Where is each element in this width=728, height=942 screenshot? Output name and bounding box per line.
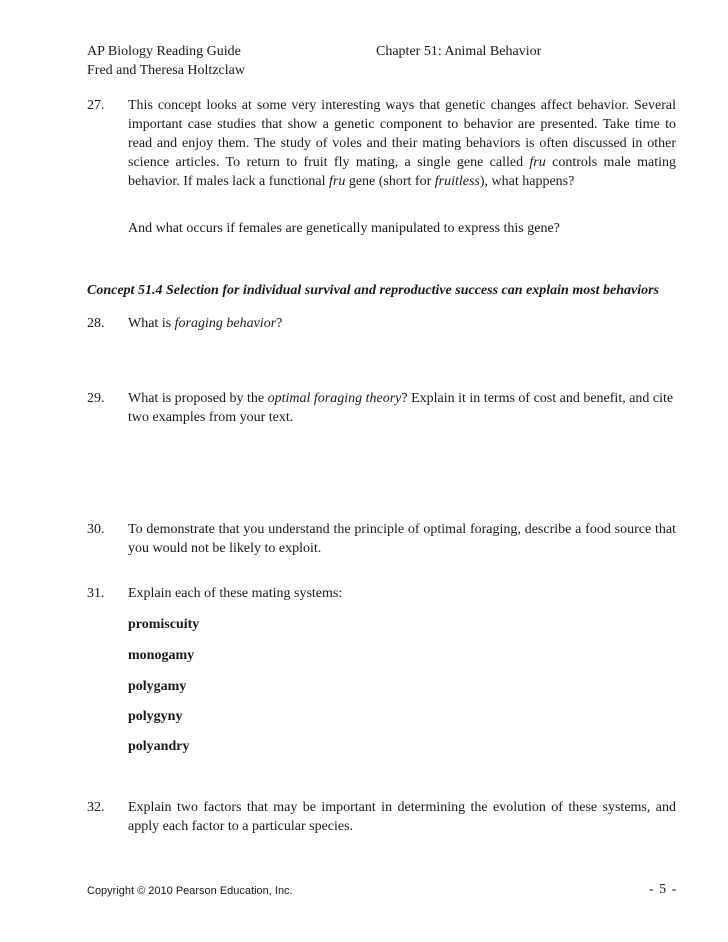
q28-text-a: What is [128, 316, 175, 331]
q27-em-fru-1: fru [529, 155, 546, 170]
question-number-31: 31. [87, 586, 105, 601]
term-polyandry: polyandry [128, 739, 190, 754]
term-monogamy: monogamy [128, 648, 195, 663]
question-number-30: 30. [87, 522, 105, 537]
term-promiscuity: promiscuity [128, 617, 200, 632]
q27-text-a: This concept looks at some very interesting ways that genetic changes affect behavior. Several important case studies that show a genetic component to behavior are presented. Take time to read and enjoy them. The study of voles and their mating behaviors is often discussed in other science articles. To return to fruit fly mating, a single gene called [128, 98, 676, 170]
footer-copyright: Copyright © 2010 Pearson Education, Inc. [87, 885, 293, 897]
term-polygamy: polygamy [128, 679, 187, 694]
question-29-text [128, 389, 676, 427]
question-number-28: 28. [87, 316, 105, 331]
question-27-text [128, 96, 676, 191]
header-authors: Fred and Theresa Holtzclaw [87, 63, 245, 78]
q28-em-foraging-behavior: foraging behavior [174, 316, 277, 331]
footer-page-number: - 5 - [649, 882, 678, 897]
question-number-32: 32. [87, 800, 105, 815]
header-chapter-title: Chapter 51: Animal Behavior [376, 44, 542, 59]
q27-text-d: ), what happens? [479, 174, 575, 189]
q27-text-c: gene (short for [345, 174, 435, 189]
q28-text-b: ? [276, 316, 283, 331]
q29-em-optimal-foraging-theory: optimal foraging theory [267, 391, 402, 406]
q29-text-a: What is proposed by the [128, 391, 268, 406]
q27-em-fruitless: fruitless [434, 174, 480, 189]
q27-text-b: controls male mating behavior. If males lack a functional [128, 155, 676, 189]
question-30-text: To demonstrate that you understand the principle of optimal foraging, describe a food source that you would not be likely to exploit. [128, 522, 676, 556]
question-28-text [128, 314, 676, 333]
term-polygyny: polygyny [128, 709, 183, 724]
header-guide-title: AP Biology Reading Guide [87, 44, 241, 59]
q27-em-fru-2: fru [328, 174, 346, 189]
q29-text-b: ? Explain it in terms of cost and benefit, and cite two examples from your text. [128, 391, 674, 425]
question-number-27: 27. [87, 98, 105, 113]
question-number-29: 29. [87, 391, 105, 406]
question-31-text: Explain each of these mating systems: [128, 586, 343, 601]
question-27-followup: And what occurs if females are genetically manipulated to express this gene? [128, 221, 560, 236]
concept-heading: Concept 51.4 Selection for individual survival and reproductive success can explain most behaviors [87, 283, 660, 298]
question-32-text: Explain two factors that may be important in determining the evolution of these systems, and apply each factor to a particular species. [128, 800, 676, 834]
